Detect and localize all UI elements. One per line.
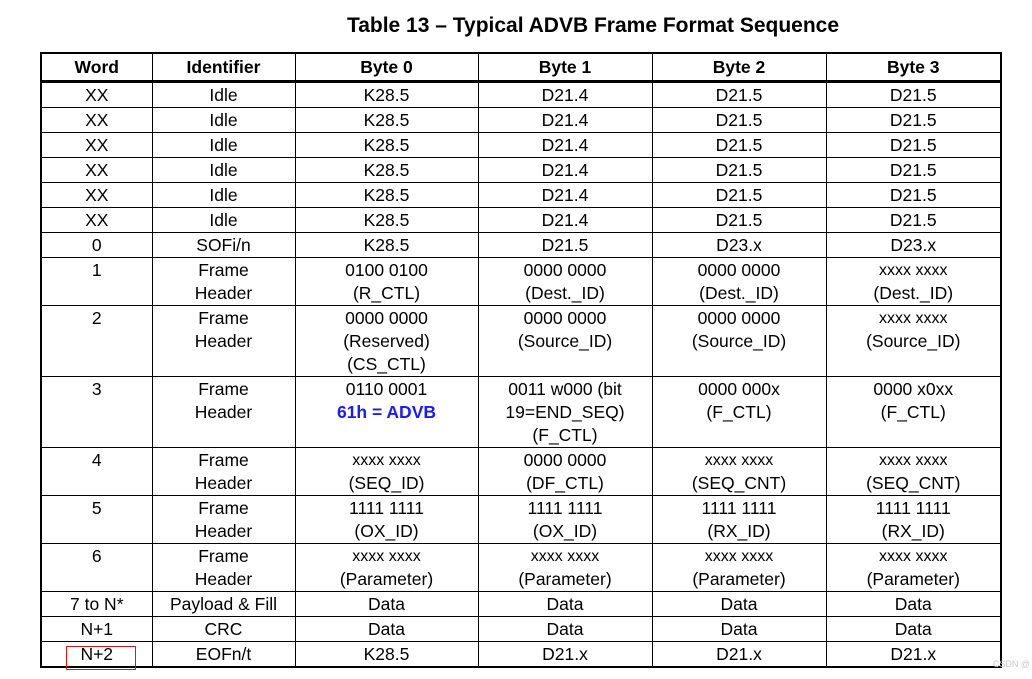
cell-line: (RX_ID) <box>707 521 771 541</box>
cell-byte-3 <box>826 496 1001 544</box>
cell-byte-2 <box>652 133 826 158</box>
cell-line: Data <box>368 594 405 614</box>
table-row <box>41 617 1001 642</box>
table-row <box>41 592 1001 617</box>
cell-line: D21.5 <box>889 85 937 105</box>
header-byte-0: Byte 0 <box>295 53 478 82</box>
cell-line: Header <box>194 331 253 351</box>
cell-line: D21.5 <box>715 135 763 155</box>
cell-word: XX <box>41 158 152 183</box>
cell-byte-3 <box>826 544 1001 592</box>
table-row <box>41 183 1001 208</box>
cell-line: xxxx xxxx <box>879 262 948 279</box>
cell-line: Header <box>194 283 253 303</box>
table-row <box>41 377 1001 448</box>
cell-line: (Source_ID) <box>517 331 613 351</box>
cell-identifier <box>152 208 295 233</box>
cell-line: D21.4 <box>541 210 589 230</box>
cell-byte-3 <box>826 108 1001 133</box>
cell-byte-2 <box>652 496 826 544</box>
cell-byte-0 <box>295 306 478 377</box>
cell-line: SOFi/n <box>196 235 251 255</box>
cell-identifier <box>152 496 295 544</box>
cell-line: 0000 0000 <box>345 308 428 328</box>
cell-line: D21.5 <box>715 110 763 130</box>
table-row <box>41 108 1001 133</box>
cell-word: N+2 <box>41 642 152 668</box>
table-row <box>41 133 1001 158</box>
cell-byte-0 <box>295 82 478 108</box>
cell-line: xxxx xxxx <box>879 548 948 565</box>
cell-word: 3 <box>41 377 152 448</box>
cell-line: D21.4 <box>541 185 589 205</box>
cell-byte-0 <box>295 642 478 668</box>
cell-byte-3 <box>826 377 1001 448</box>
cell-identifier <box>152 258 295 306</box>
cell-line: (Dest._ID) <box>873 283 954 303</box>
cell-line: (SEQ_ID) <box>348 473 425 493</box>
cell-line: D21.5 <box>715 185 763 205</box>
cell-line: (RX_ID) <box>881 521 945 541</box>
cell-line: (F_CTL) <box>706 402 772 422</box>
cell-line: K28.5 <box>363 185 410 205</box>
cell-identifier <box>152 448 295 496</box>
cell-line: Data <box>368 619 405 639</box>
cell-line: (OX_ID) <box>532 521 598 541</box>
cell-byte-1 <box>478 448 652 496</box>
table-row <box>41 306 1001 377</box>
cell-byte-1 <box>478 377 652 448</box>
cell-line: 0000 000x <box>698 379 780 399</box>
highlight-box <box>66 646 136 670</box>
cell-line: EOFn/t <box>195 644 252 664</box>
cell-line: Frame <box>198 260 249 280</box>
cell-byte-1 <box>478 617 652 642</box>
table-row <box>41 496 1001 544</box>
header-byte-1: Byte 1 <box>478 53 652 82</box>
cell-byte-1 <box>478 592 652 617</box>
cell-byte-3 <box>826 133 1001 158</box>
cell-line: Idle <box>209 210 238 230</box>
cell-byte-2 <box>652 208 826 233</box>
cell-line: K28.5 <box>363 160 410 180</box>
cell-byte-3 <box>826 642 1001 668</box>
cell-identifier <box>152 108 295 133</box>
cell-line: Data <box>546 594 584 614</box>
cell-line: (CS_CTL) <box>347 354 426 374</box>
cell-line: D21.x <box>542 644 588 664</box>
cell-byte-2 <box>652 258 826 306</box>
cell-line: (SEQ_CNT) <box>691 473 787 493</box>
cell-identifier <box>152 133 295 158</box>
cell-byte-2 <box>652 82 826 108</box>
cell-identifier <box>152 233 295 258</box>
cell-line: 19=END_SEQ) <box>505 402 625 422</box>
cell-word: 2 <box>41 306 152 377</box>
cell-line: D21.5 <box>889 160 937 180</box>
cell-line: D21.5 <box>889 135 937 155</box>
cell-line: D21.5 <box>889 110 937 130</box>
cell-byte-2 <box>652 158 826 183</box>
cell-line: Header <box>194 402 253 422</box>
header-word: Word <box>41 53 152 82</box>
cell-line: (F_CTL) <box>880 402 946 422</box>
cell-line: 0000 0000 <box>523 308 607 328</box>
cell-line: D23.x <box>890 235 937 255</box>
cell-byte-2 <box>652 108 826 133</box>
cell-byte-2 <box>652 617 826 642</box>
cell-identifier <box>152 592 295 617</box>
cell-line: 0110 0001 <box>345 379 428 399</box>
cell-word: 4 <box>41 448 152 496</box>
cell-line: 1111 1111 <box>875 498 951 518</box>
cell-byte-2 <box>652 233 826 258</box>
cell-line: D21.5 <box>889 185 937 205</box>
cell-line: Frame <box>198 379 249 399</box>
cell-byte-1 <box>478 233 652 258</box>
cell-byte-1 <box>478 208 652 233</box>
cell-line: (Parameter) <box>866 569 960 589</box>
cell-word: 7 to N* <box>41 592 152 617</box>
cell-byte-1 <box>478 133 652 158</box>
cell-byte-1 <box>478 642 652 668</box>
cell-byte-1 <box>478 108 652 133</box>
cell-line: D21.5 <box>715 160 763 180</box>
cell-line: 1111 1111 <box>701 498 777 518</box>
cell-line: (Parameter) <box>692 569 786 589</box>
cell-line: 0000 0000 <box>523 450 607 470</box>
cell-line: Data <box>546 619 584 639</box>
header-byte-2: Byte 2 <box>652 53 826 82</box>
table-row <box>41 258 1001 306</box>
cell-word: XX <box>41 133 152 158</box>
cell-line: Data <box>720 594 758 614</box>
cell-line: xxxx xxxx <box>879 310 948 327</box>
cell-line: (Dest._ID) <box>699 283 779 303</box>
table-row <box>41 544 1001 592</box>
cell-line: K28.5 <box>363 644 410 664</box>
cell-byte-2 <box>652 544 826 592</box>
cell-line: D21.5 <box>715 210 763 230</box>
cell-line: (Source_ID) <box>866 331 961 351</box>
cell-line: K28.5 <box>363 135 410 155</box>
cell-line: K28.5 <box>363 235 410 255</box>
table-header-row <box>41 53 1001 82</box>
header-byte-3: Byte 3 <box>826 53 1001 82</box>
table-caption: Table 13 – Typical ADVB Frame Format Sequence <box>346 14 840 37</box>
cell-line: Idle <box>209 160 238 180</box>
cell-byte-2 <box>652 377 826 448</box>
header-identifier: Identifier <box>152 53 295 82</box>
cell-line: 0000 0000 <box>523 260 607 280</box>
cell-line: 61h = ADVB <box>336 402 437 422</box>
cell-line: D21.4 <box>541 160 589 180</box>
cell-line: K28.5 <box>363 110 410 130</box>
cell-byte-0 <box>295 233 478 258</box>
cell-byte-0 <box>295 108 478 133</box>
cell-line: D21.x <box>716 644 762 664</box>
cell-line: 0000 0000 <box>697 308 781 328</box>
cell-line: 1111 1111 <box>527 498 603 518</box>
cell-byte-3 <box>826 448 1001 496</box>
cell-byte-0 <box>295 448 478 496</box>
cell-line: (DF_CTL) <box>526 473 604 493</box>
cell-line: xxxx xxxx <box>879 452 948 469</box>
cell-byte-0 <box>295 377 478 448</box>
table-row <box>41 642 1001 668</box>
cell-identifier <box>152 642 295 668</box>
cell-byte-1 <box>478 158 652 183</box>
cell-byte-0 <box>295 544 478 592</box>
cell-line: (OX_ID) <box>354 521 419 541</box>
cell-byte-3 <box>826 306 1001 377</box>
cell-byte-0 <box>295 158 478 183</box>
cell-line: (Reserved) <box>343 331 430 351</box>
cell-byte-3 <box>826 617 1001 642</box>
cell-identifier <box>152 82 295 108</box>
cell-line: D21.4 <box>541 110 589 130</box>
cell-byte-3 <box>826 233 1001 258</box>
cell-line: Frame <box>198 546 249 566</box>
cell-identifier <box>152 306 295 377</box>
cell-line: Frame <box>198 450 249 470</box>
cell-word: N+1 <box>41 617 152 642</box>
table-body <box>41 82 1001 668</box>
cell-line: Data <box>894 594 932 614</box>
cell-byte-3 <box>826 158 1001 183</box>
cell-identifier <box>152 183 295 208</box>
cell-byte-3 <box>826 208 1001 233</box>
cell-line: (Source_ID) <box>691 331 787 351</box>
cell-line: Idle <box>209 135 238 155</box>
cell-byte-3 <box>826 592 1001 617</box>
cell-byte-3 <box>826 183 1001 208</box>
cell-byte-3 <box>826 258 1001 306</box>
cell-line: D21.5 <box>541 235 589 255</box>
cell-word: XX <box>41 82 152 108</box>
cell-byte-2 <box>652 642 826 668</box>
cell-line: xxxx xxxx <box>704 548 774 565</box>
cell-line: Header <box>194 521 253 541</box>
cell-byte-1 <box>478 258 652 306</box>
cell-line: Payload & Fill <box>170 594 277 614</box>
cell-line: xxxx xxxx <box>530 548 600 565</box>
watermark: CSDN @ <box>992 659 1030 669</box>
cell-line: D21.5 <box>889 210 937 230</box>
cell-line: Frame <box>198 498 249 518</box>
cell-byte-0 <box>295 592 478 617</box>
cell-line: (SEQ_CNT) <box>866 473 961 493</box>
cell-byte-1 <box>478 544 652 592</box>
cell-line: D23.x <box>716 235 762 255</box>
cell-line: CRC <box>204 619 243 639</box>
cell-identifier <box>152 544 295 592</box>
cell-byte-0 <box>295 133 478 158</box>
cell-line: 1111 1111 <box>349 498 424 518</box>
cell-identifier <box>152 377 295 448</box>
cell-word: 1 <box>41 258 152 306</box>
cell-line: Idle <box>209 110 238 130</box>
cell-identifier <box>152 158 295 183</box>
cell-line: D21.4 <box>541 85 589 105</box>
cell-line: (R_CTL) <box>352 283 421 303</box>
cell-byte-0 <box>295 496 478 544</box>
cell-line: D21.5 <box>715 85 763 105</box>
cell-line: (F_CTL) <box>532 425 598 445</box>
cell-line: D21.4 <box>541 135 589 155</box>
cell-byte-2 <box>652 448 826 496</box>
cell-line: Idle <box>209 85 238 105</box>
cell-line: D21.x <box>890 644 937 664</box>
cell-word: XX <box>41 208 152 233</box>
cell-line: K28.5 <box>363 85 410 105</box>
table-row <box>41 233 1001 258</box>
cell-word: 0 <box>41 233 152 258</box>
cell-byte-0 <box>295 208 478 233</box>
cell-line: K28.5 <box>363 210 410 230</box>
table-row <box>41 208 1001 233</box>
cell-byte-2 <box>652 306 826 377</box>
cell-byte-1 <box>478 306 652 377</box>
cell-word: 6 <box>41 544 152 592</box>
cell-word: XX <box>41 108 152 133</box>
cell-line: Data <box>720 619 758 639</box>
cell-word: 5 <box>41 496 152 544</box>
cell-line: Data <box>894 619 932 639</box>
cell-line: Header <box>194 473 253 493</box>
cell-byte-1 <box>478 82 652 108</box>
cell-identifier <box>152 617 295 642</box>
frame-format-table <box>40 52 1002 668</box>
cell-line: (Parameter) <box>339 569 434 589</box>
cell-word: XX <box>41 183 152 208</box>
cell-byte-1 <box>478 496 652 544</box>
cell-byte-3 <box>826 82 1001 108</box>
table-row <box>41 82 1001 108</box>
cell-byte-2 <box>652 183 826 208</box>
cell-line: 0000 0000 <box>697 260 781 280</box>
table-row <box>41 448 1001 496</box>
cell-line: Frame <box>198 308 249 328</box>
cell-byte-1 <box>478 183 652 208</box>
cell-line: xxxx xxxx <box>352 548 421 565</box>
cell-line: (Parameter) <box>518 569 612 589</box>
cell-line: (Dest._ID) <box>525 283 605 303</box>
cell-byte-2 <box>652 592 826 617</box>
cell-line: Idle <box>209 185 238 205</box>
cell-line: 0011 w000 (bit <box>508 379 622 399</box>
cell-byte-0 <box>295 617 478 642</box>
cell-byte-0 <box>295 258 478 306</box>
cell-line: xxxx xxxx <box>704 452 774 469</box>
cell-byte-0 <box>295 183 478 208</box>
cell-line: xxxx xxxx <box>352 452 421 469</box>
table-row <box>41 158 1001 183</box>
cell-line: 0000 x0xx <box>873 379 954 399</box>
cell-line: 0100 0100 <box>345 260 428 280</box>
cell-line: Header <box>194 569 253 589</box>
